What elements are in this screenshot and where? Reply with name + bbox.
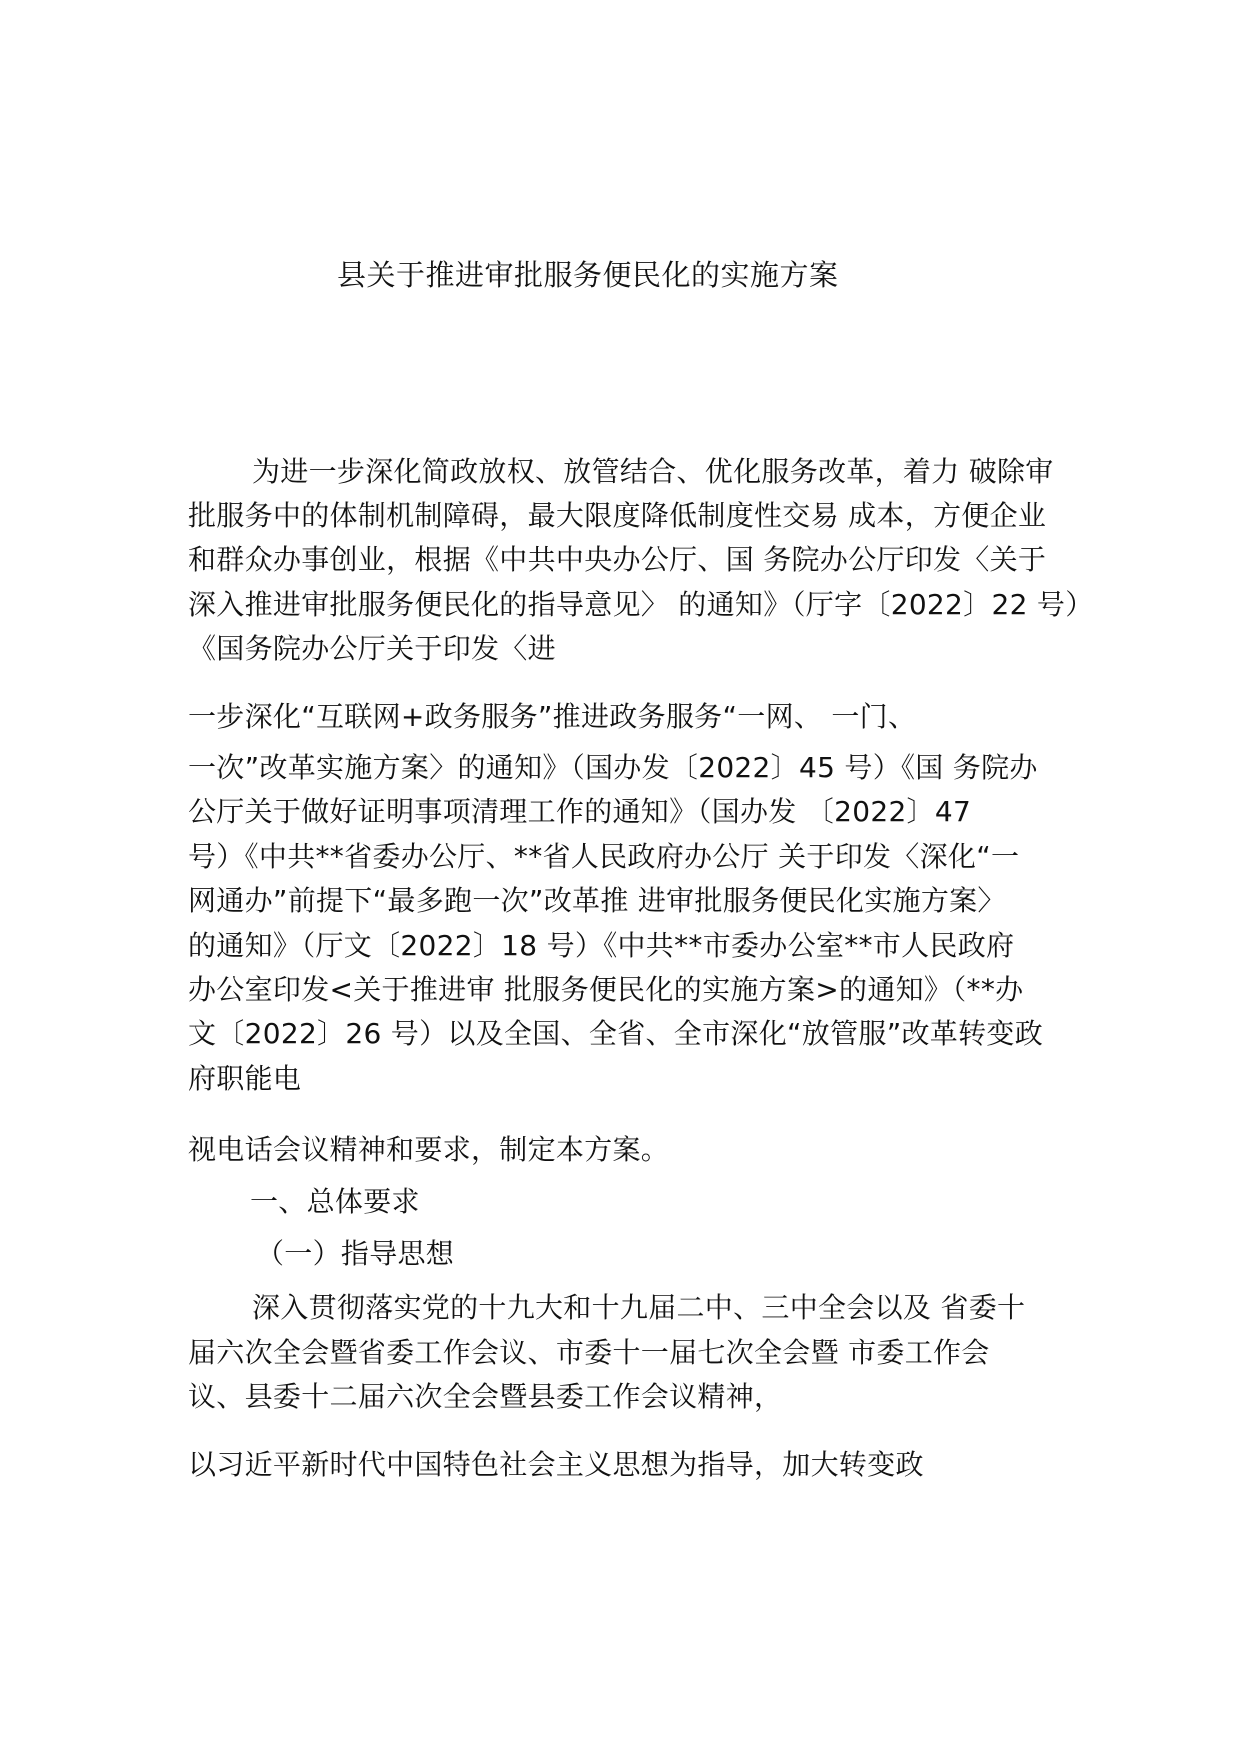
paragraph-line: 公厅关于做好证明事项清理工作的通知》（国办发 〔2022〕47 <box>188 795 972 828</box>
paragraph-line: 办公室印发<关于推进审 批服务便民化的实施方案>的通知》（**办 <box>188 973 1024 1006</box>
paragraph-line: 一次”改革实施方案〉的通知》（国办发〔2022〕45 号）《国 务院办 <box>188 751 1038 784</box>
paragraph-line: 批服务中的体制机制障碍，最大限度降低制度性交易 成本，方便企业 <box>188 499 1047 532</box>
paragraph-line: 的通知》（厅文〔2022〕18 号）《中共**市委办公室**市人民政府 <box>188 929 1015 962</box>
paragraph-line: 网通办”前提下“最多跑一次”改革推 进审批服务便民化实施方案〉 <box>188 884 1006 917</box>
section-heading: 一、总体要求 <box>250 1185 420 1218</box>
paragraph-line: 府职能电 <box>188 1062 302 1095</box>
subsection-heading: （一）指导思想 <box>256 1237 455 1270</box>
paragraph-line: 《国务院办公厅关于印发〈进 <box>188 632 556 665</box>
paragraph-line: 和群众办事创业，根据《中共中央办公厅、国 务院办公厅印发〈关于 <box>188 543 1047 576</box>
paragraph-line: 文〔2022〕26 号）以及全国、全省、全市深化“放管服”改革转变政 <box>188 1017 1044 1050</box>
paragraph-line: 为进一步深化简政放权、放管结合、优化服务改革，着力 破除审 <box>252 455 1054 488</box>
paragraph-line: 届六次全会暨省委工作会议、市委十一届七次全会暨 市委工作会 <box>188 1336 990 1369</box>
paragraph-line: 视电话会议精神和要求，制定本方案。 <box>188 1133 670 1166</box>
document-title: 县关于推进审批服务便民化的实施方案 <box>337 258 839 292</box>
paragraph-line: 一步深化“互联网+政务服务”推进政务服务“一网、 一门、 <box>188 700 917 733</box>
paragraph-line: 深入贯彻落实党的十九大和十九届二中、三中全会以及 省委十 <box>252 1291 1026 1324</box>
paragraph-line: 以习近平新时代中国特色社会主义思想为指导，加大转变政 <box>188 1448 924 1481</box>
paragraph-line: 议、县委十二届六次全会暨县委工作会议精神， <box>188 1380 783 1413</box>
paragraph-line: 号）《中共**省委办公厅、**省人民政府办公厅 关于印发〈深化“一 <box>188 840 1020 873</box>
paragraph-line: 深入推进审批服务便民化的指导意见〉 的通知》（厅字〔2022〕22 号） <box>188 588 1094 621</box>
